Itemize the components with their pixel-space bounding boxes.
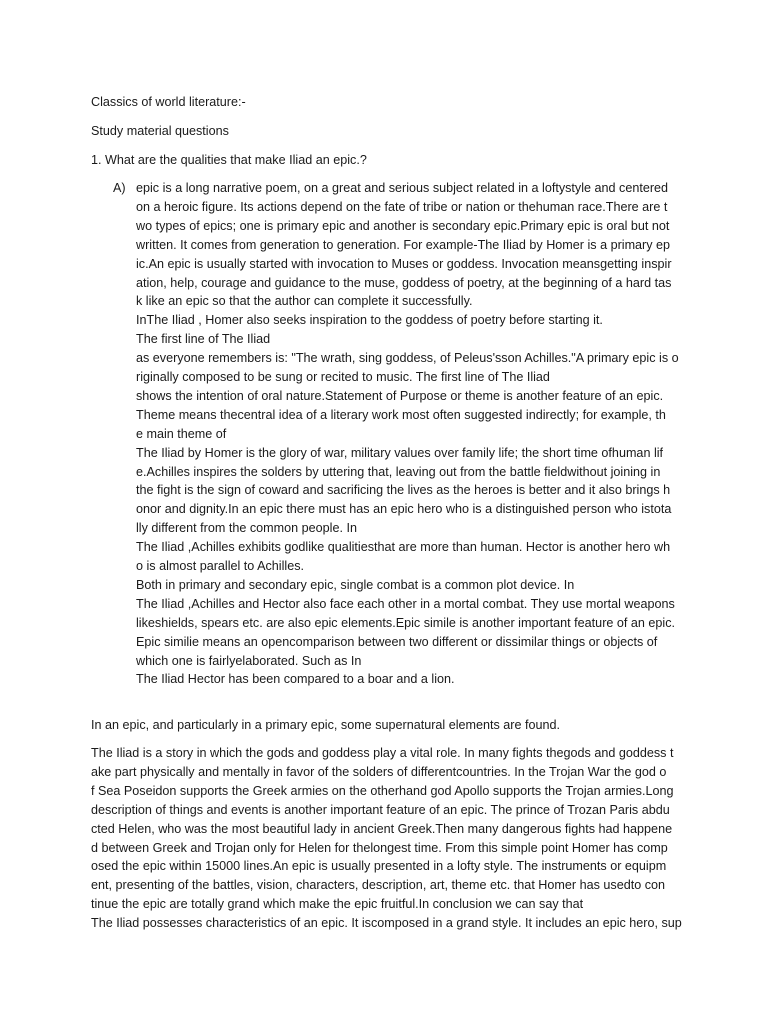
text-line: e.Achilles inspires the solders by uttering that, leaving out from the battle fieldwithout joining in xyxy=(136,464,661,479)
text-line: ic.An epic is usually started with invocation to Muses or goddess. Invocation meansgetting inspir xyxy=(136,256,672,271)
text-line: as everyone remembers is: "The wrath, sing goddess, of Peleus'sson Achilles."A primary epic is o xyxy=(136,351,679,366)
text-line: o is almost parallel to Achilles. xyxy=(136,559,304,573)
text-line: The Iliad is a story in which the gods and goddess play a vital role. In many fights thegods and goddess t xyxy=(91,746,674,760)
text-line: tinue the epic are totally grand which make the epic fruitful.In conclusion we can say that xyxy=(91,897,584,912)
text-line: InThe Iliad , Homer also seeks inspiration to the goddess of poetry before starting it. xyxy=(136,313,603,328)
text-line: epic is a long narrative poem, on a great and serious subject related in a loftystyle and centered xyxy=(136,181,669,195)
text-line: e main theme of xyxy=(136,426,227,441)
text-line: written. It comes from generation to generation. For example-The Iliad by Homer is a primary ep xyxy=(136,237,671,252)
answer-marker: A) xyxy=(113,181,126,195)
document-heading: Classics of world literature:- xyxy=(91,95,246,109)
text-line: on a heroic figure. Its actions depend on the fate of tribe or nation or thehuman race.There are t xyxy=(136,199,668,214)
text-line: Both in primary and secondary epic, single combat is a common plot device. In xyxy=(136,577,575,592)
text-line: likeshields, spears etc. are also epic elements.Epic simile is another important feature of an epic. xyxy=(136,615,675,630)
text-line: k like an epic so that the author can complete it successfully. xyxy=(136,294,473,309)
text-line: wo types of epics; one is primary epic and another is secondary epic.Primary epic is oral but not xyxy=(136,218,670,233)
text-line: the fight is the sign of coward and sacrificing the lives as the heroes is better and it also brings h xyxy=(136,483,671,498)
text-line: Theme means thecentral idea of a literary work most often suggested indirectly; for example, th xyxy=(136,407,666,422)
text-line: d between Greek and Trojan only for Helen for thelongest time. From this simple point Homer has comp xyxy=(91,840,668,855)
question-text: 1. What are the qualities that make Iliad an epic.? xyxy=(91,153,367,167)
text-line: description of things and events is another important feature of an epic. The prince of Trozan Paris abdu xyxy=(91,802,670,817)
text-line: Epic similie means an opencomparison between two different or dissimilar things or objects of xyxy=(136,634,658,649)
supernatural-paragraph: In an epic, and particularly in a primary epic, some supernatural elements are found. xyxy=(91,718,561,732)
text-line: onor and dignity.In an epic there must has an epic hero who is a distinguished person who istota xyxy=(136,502,672,517)
text-line: The Iliad ,Achilles exhibits godlike qualitiesthat are more than human. Hector is another hero wh xyxy=(136,540,671,555)
text-line: riginally composed to be sung or recited to music. The first line of The Iliad xyxy=(136,370,550,384)
text-line: The Iliad by Homer is the glory of war, military values over family life; the short time ofhuman lif xyxy=(136,445,664,460)
text-line: The first line of The Iliad xyxy=(136,332,271,347)
text-line: The Iliad ,Achilles and Hector also face each other in a mortal combat. They use mortal weapons xyxy=(136,596,675,611)
text-line: The Iliad possesses characteristics of an epic. It iscomposed in a grand style. It includes an epic hero, sup xyxy=(91,916,682,931)
text-line: shows the intention of oral nature.Statement of Purpose or theme is another feature of an epic. xyxy=(136,388,664,403)
text-line: osed the epic within 15000 lines.An epic is usually presented in a lofty style. The instruments or equipm xyxy=(91,859,667,874)
text-line: ation, help, courage and guidance to the muse, goddess of poetry, at the beginning of a hard tas xyxy=(136,275,672,290)
text-line: ake part physically and mentally in favor of the solders of differentcountries. In the Trojan War the god o xyxy=(91,764,667,779)
text-line: which one is fairlyelaborated. Such as In xyxy=(136,653,362,668)
text-line: The Iliad Hector has been compared to a boar and a lion. xyxy=(136,672,455,687)
text-line: ent, presenting of the battles, vision, characters, description, art, theme etc. that Homer has usedto con xyxy=(91,878,666,893)
document-subheading: Study material questions xyxy=(91,124,229,138)
text-line: lly different from the common people. In xyxy=(136,521,357,536)
text-line: f Sea Poseidon supports the Greek armies on the otherhand god Apollo supports the Trojan armies.Long xyxy=(91,783,674,798)
text-line: cted Helen, who was the most beautiful lady in ancient Greek.Then many dangerous fights had happene xyxy=(91,821,673,836)
